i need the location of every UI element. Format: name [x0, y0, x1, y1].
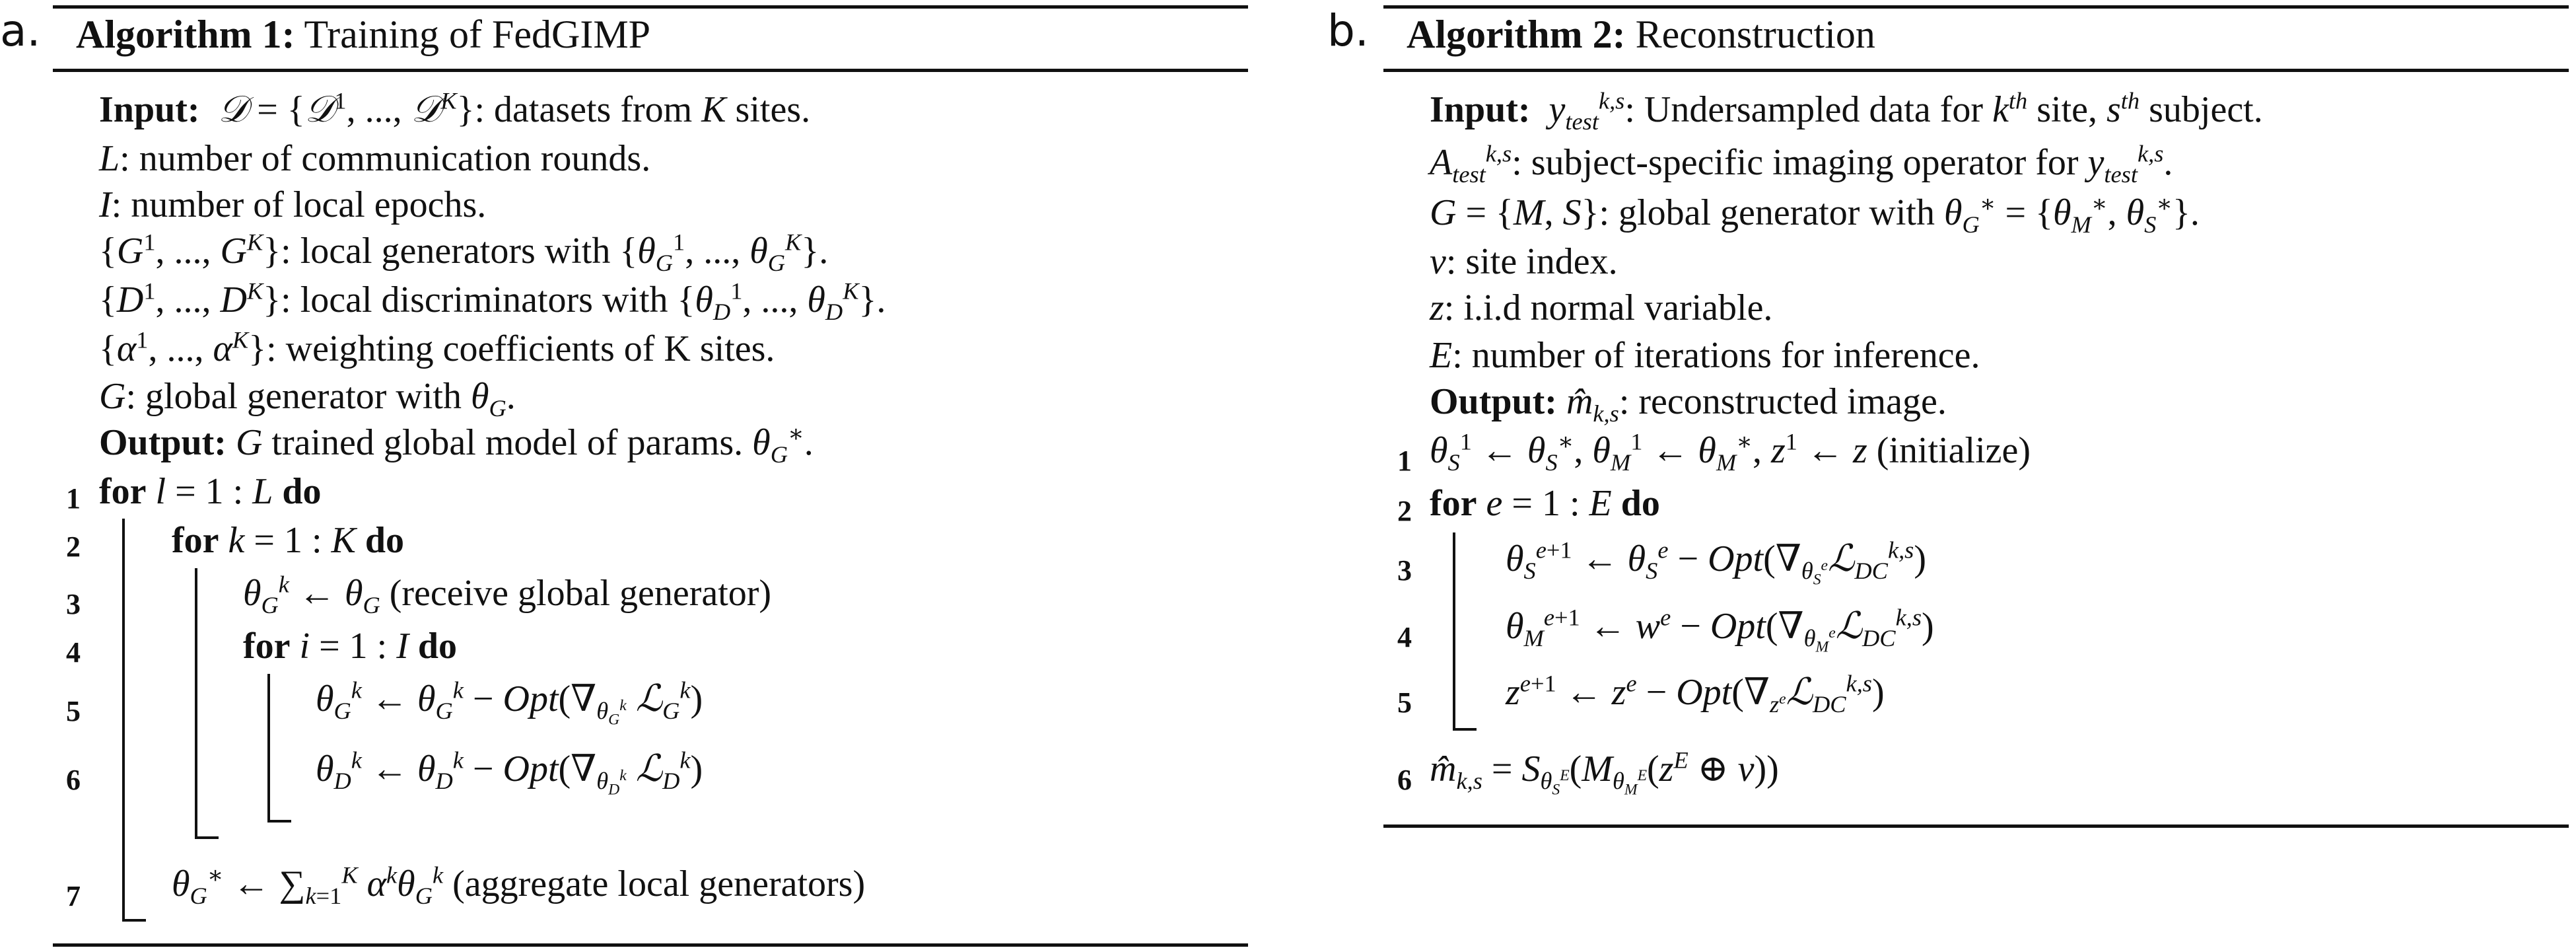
operator-line: $A_{test}^{k,s}$: subject-specific imaging operator for $y_{test}^{k,s}$. [1430, 140, 2173, 188]
normal-variable-line: z: i.i.d normal variable. [1430, 287, 1773, 328]
line-number: 4 [66, 636, 81, 669]
input-line: Input: 𝒟 = {𝒟$^1$, ..., 𝒟$^K$}: datasets from K sites. [99, 87, 811, 131]
step-update-s: $\theta_S^{e+1}$ ← $\theta_S^e$ − $Opt(\nabla_{\theta_S^e}ℒ_{DC}^{k,s})$ [1506, 536, 1927, 589]
rounds-line: L: number of communication rounds. [99, 138, 651, 179]
global-generator-line: G = {M, S}: global generator with $\theta_G^∗ = \{\theta_M^∗$, $\theta_S^∗$}. [1430, 190, 2200, 238]
step-for-i: for i = 1 : I do [243, 626, 458, 667]
epochs-line: I: number of local epochs. [99, 184, 487, 225]
line-number: 7 [66, 880, 81, 912]
discriminators-line: {$D^1$, ..., $D^K$}: local discriminators with {$\theta_D^1$, ..., $\theta_D^K$}. [99, 277, 886, 326]
for-e-block-end [1453, 728, 1477, 731]
step-reconstruct: $m̂_{k,s} = S_{\theta_S^E}(M_{\theta_M^E}(z^E$ ⊕ v)) [1430, 747, 1779, 799]
algorithm-1-panel [0, 0, 1255, 952]
step-for-l: for l = 1 : L do [99, 471, 322, 512]
weights-line: {$\alpha^1$, ..., $\alpha^K$}: weighting coefficients of K sites. [99, 326, 775, 369]
for-k-block-bar [195, 568, 197, 839]
algorithm-2-panel [1327, 0, 2576, 952]
title-rule [53, 69, 1248, 72]
step-initialize: $\theta_S^1$ ← $\theta_S^∗$, $\theta_M^1$ ← $\theta_M^∗$, $z^1$ ← z (initialize) [1430, 428, 2031, 476]
for-e-block-bar [1453, 532, 1455, 731]
step-update-z: $z^{e+1}$ ← $z^e$ − $Opt(\nabla_{z^e}ℒ_{DC}^{k,s})$ [1506, 670, 1885, 718]
output-line: Output: $m̂_{k,s}$: reconstructed image. [1430, 381, 1947, 427]
algorithm-name: Reconstruction [1635, 13, 1875, 56]
top-rule [1383, 5, 2569, 9]
global-generator-line: G: global generator with $\theta_G$. [99, 376, 516, 422]
line-number: 6 [1397, 764, 1412, 796]
line-number: 2 [1397, 495, 1412, 527]
line-number: 4 [1397, 621, 1412, 653]
step-for-k: for k = 1 : K do [172, 520, 405, 561]
bottom-rule [53, 943, 1248, 947]
line-number: 1 [1397, 445, 1412, 477]
algorithm-name: Training of FedGIMP [304, 13, 651, 56]
panel-letter-a: a. [0, 5, 41, 56]
top-rule [53, 5, 1248, 9]
step-update-m: $\theta_M^{e+1}$ ← $w^e$ − $Opt(\nabla_{\theta_M^e}ℒ_{DC}^{k,s})$ [1506, 604, 1934, 656]
bottom-rule [1383, 824, 2569, 828]
site-index-line: v: site index. [1430, 241, 1618, 282]
line-number: 5 [1397, 686, 1412, 719]
step-update-discriminator: $\theta_D^k$ ← $\theta_D^k - Opt(\nabla_{\theta_D^k}$ ℒ$_D^k$) [316, 747, 703, 799]
step-update-generator: $\theta_G^k$ ← $\theta_G^k - Opt(\nabla_{\theta_G^k}$ ℒ$_G^k$) [316, 677, 703, 729]
title-rule [1383, 69, 2569, 72]
line-number: 5 [66, 695, 81, 727]
for-l-block-end [122, 919, 146, 922]
algorithm-label: Algorithm 1: [76, 13, 295, 56]
algorithm-label: Algorithm 2: [1407, 13, 1626, 56]
line-number: 1 [66, 482, 81, 515]
step-receive: $\theta_G^k$ ← $\theta_G$ (receive global generator) [243, 571, 772, 619]
for-k-block-end [195, 836, 219, 839]
line-number: 3 [66, 588, 81, 620]
line-number: 6 [66, 764, 81, 796]
step-aggregate: $\theta_G^∗$ ← $\sum_{k=1}^K$ $\alpha^k\theta_G^k$ (aggregate local generators) [172, 861, 866, 910]
algorithm-title [76, 15, 650, 54]
panel-letter-b: b. [1327, 5, 1369, 56]
generators-line: {$G^1$, ..., $G^K$}: local generators with {$\theta_G^1$, ..., $\theta_G^K$}. [99, 229, 829, 277]
line-number: 3 [1397, 554, 1412, 587]
step-for-e: for e = 1 : E do [1430, 483, 1660, 524]
for-i-block-bar [267, 674, 270, 823]
for-i-block-end [267, 820, 291, 823]
algorithm-title [1407, 15, 1875, 54]
iterations-line: E: number of iterations for inference. [1430, 335, 1980, 376]
line-number: 2 [66, 531, 81, 563]
output-line: Output: G trained global model of params. $\theta_G^∗$. [99, 420, 814, 468]
for-l-block-bar [122, 519, 125, 922]
input-line: Input: $y_{test}^{k,s}$: Undersampled data for $k^{th}$ site, $s^{th}$ subject. [1430, 87, 2263, 135]
